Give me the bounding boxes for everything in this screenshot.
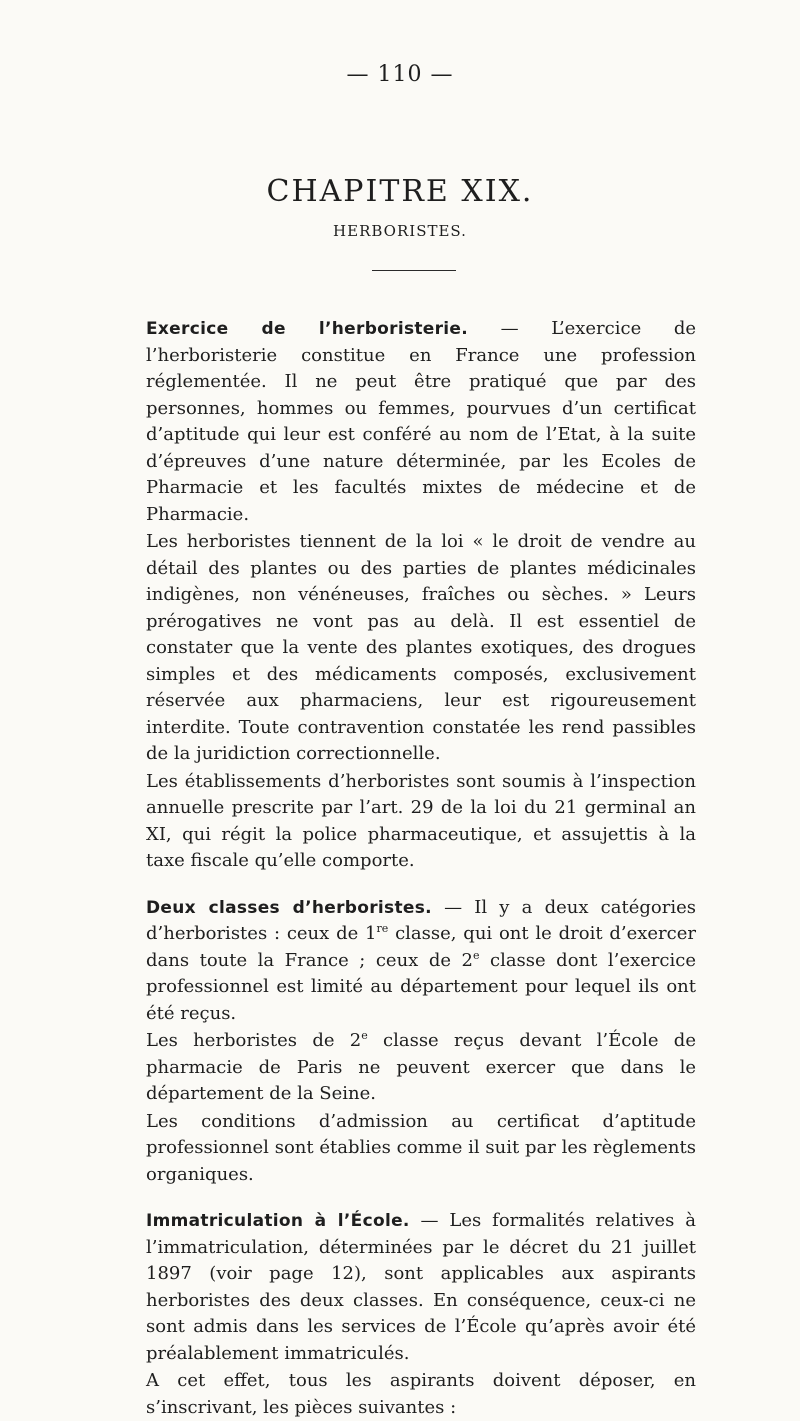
paragraph-exercice-1: [146, 316, 696, 528]
paragraph-text: classe, qui ont le droit d’exercer dans toute la France ; ceux de 2: [146, 923, 696, 971]
heading-exercice: Exercice de l’herboristerie.: [146, 319, 469, 339]
paragraph-text: — L’exercice de l’herboristerie constitue en France une profession réglementée. Il ne peut être pratiqué que par des personnes, hommes ou femmes, pourvues d’un certificat d’aptitude qui leur est conféré au nom de l’Etat, à la suite d’épreuves d’une nature déterminée, par les Ecoles de Pharmacie et les facultés mixtes de médecine et de Pharmacie.: [146, 318, 696, 525]
paragraph-text: classe reçus devant l’École de pharmacie de Paris ne peuvent exercer que dans le département de la Seine.: [146, 1030, 696, 1104]
chapter-title: CHAPITRE XIX.: [266, 174, 534, 210]
section-title: HERBORISTES.: [333, 222, 467, 240]
title-divider: [372, 270, 456, 271]
superscript: e: [472, 948, 480, 962]
body-text: [146, 316, 696, 1421]
paragraph-text: — Les formalités relatives à l’immatriculation, déterminées par le décret du 21 juillet 1897 (voir page 12), sont applicables aux aspirants herboristes des deux classes. En conséquence, ceux-ci ne sont admis dans les services de l’École qu’après avoir été préalablement immatriculés.: [146, 1210, 696, 1364]
paragraph-text: classe dont l’exercice professionnel est limité au département pour lequel ils ont été reçus.: [146, 949, 696, 1024]
superscript: e: [361, 1029, 368, 1042]
paragraph-text: — Il y a deux catégories d’herboristes : ceux de 1: [146, 896, 696, 944]
paragraph-immatriculation-2: A cet effet, tous les aspirants doivent déposer, en s’inscrivant, les pièces suivantes :: [146, 1370, 696, 1418]
superscript: re: [376, 922, 389, 935]
paragraph-classes-1: [146, 895, 696, 1028]
paragraph-text: Les herboristes de 2: [146, 1030, 362, 1051]
paragraph-classes-3: Les conditions d’admission au certificat d’aptitude professionnel sont établies comme il suit par les règlements organiques.: [146, 1110, 696, 1185]
page-number: — 110 —: [346, 62, 454, 87]
paragraph-exercice-3: Les établissements d’herboristes sont soumis à l’inspection annuelle prescrite par l’art. 29 de la loi du 21 germinal an XI, qui régit la police pharmaceutique, et assujettis à la taxe fiscale qu’elle comporte.: [146, 770, 696, 871]
paragraph-immatriculation-1: [146, 1208, 696, 1367]
paragraph-classes-2: [146, 1028, 696, 1108]
paragraph-exercice-2: Les herboristes tiennent de la loi « le droit de vendre au détail des plantes ou des parties de plantes médicinales indigènes, non vénéneuses, fraîches ou sèches. » Leurs prérogatives ne vont pas au delà. Il est essentiel de constater que la vente des plantes exotiques, des drogues simples et des médicaments composés, exclusivement réservée aux pharmaciens, leur est rigoureusement interdite. Toute contravention constatée les rend passibles de la juridiction correctionnelle.: [146, 531, 696, 764]
heading-classes: Deux classes d’herboristes.: [146, 897, 432, 918]
heading-immatriculation: Immatriculation à l’École.: [146, 1211, 410, 1231]
